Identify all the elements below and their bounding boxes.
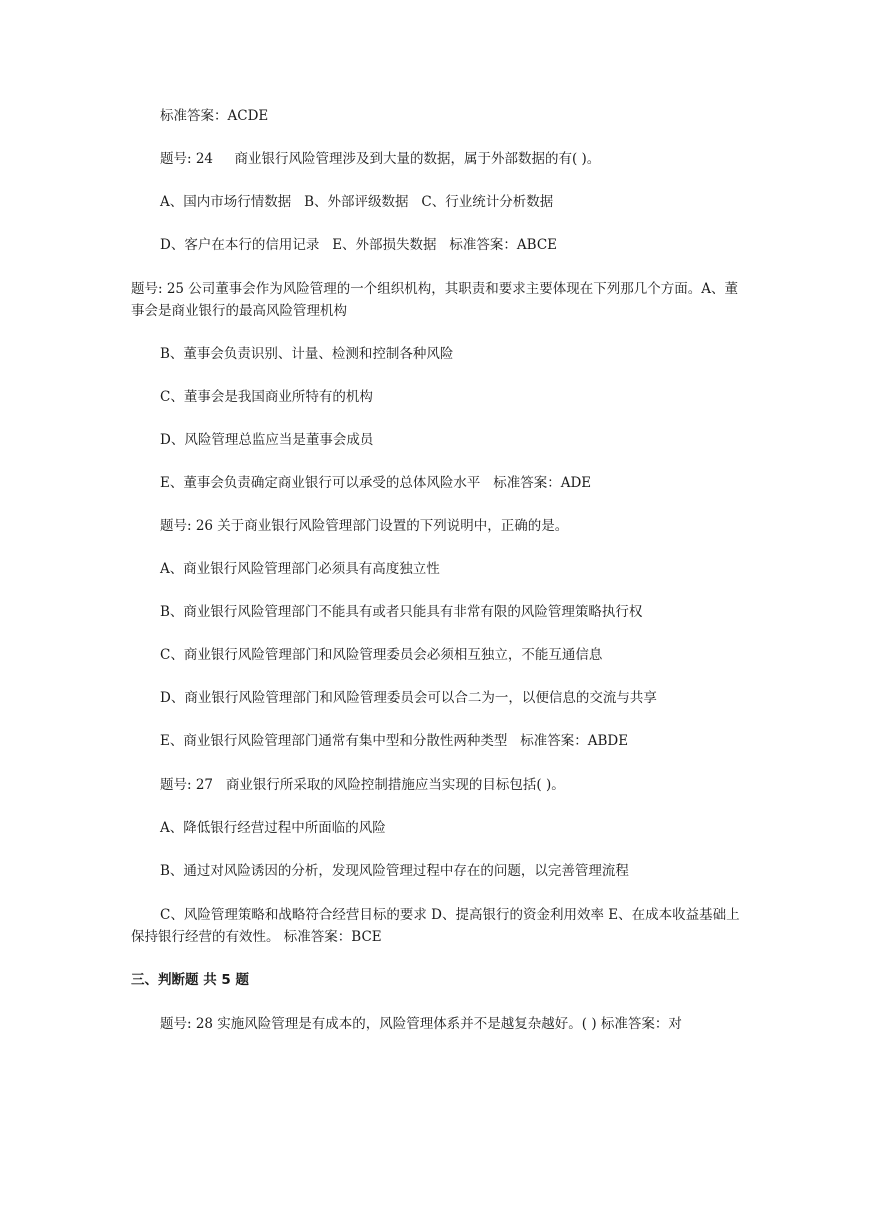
question-24: 题号: 24 商业银行风险管理涉及到大量的数据，属于外部数据的有( )。 (160, 151, 601, 167)
q27-options-cde-answer: C、风险管理策略和战略符合经营目标的要求 D、提高银行的资金利用效率 E、在成本收益基础上保持银行经营的有效性。 标准答案：BCE (131, 907, 740, 945)
q26-option-d: D、商业银行风险管理部门和风险管理委员会可以合二为一，以便信息的交流与共享 (160, 690, 657, 706)
answer-q23: 标准答案：ACDE (160, 108, 269, 124)
q27-option-b: B、通过对风险诱因的分析，发现风险管理过程中存在的问题，以完善管理流程 (160, 863, 629, 879)
q26-option-a: A、商业银行风险管理部门必须具有高度独立性 (160, 561, 440, 577)
question-28: 题号: 28 实施风险管理是有成本的，风险管理体系并不是越复杂越好。( ) 标准答案：对 (160, 1016, 682, 1032)
question-26: 题号: 26 关于商业银行风险管理部门设置的下列说明中，正确的是。 (160, 518, 569, 534)
question-27: 题号: 27 商业银行所采取的风险控制措施应当实现的目标包括( )。 (160, 777, 565, 793)
q25-option-c: C、董事会是我国商业所特有的机构 (160, 389, 373, 405)
q26-option-c: C、商业银行风险管理部门和风险管理委员会必须相互独立，不能互通信息 (160, 647, 603, 663)
q24-options-de-answer: D、客户在本行的信用记录 E、外部损失数据 标准答案：ABCE (160, 237, 558, 253)
q25-option-e-answer: E、董事会负责确定商业银行可以承受的总体风险水平 标准答案：ADE (160, 475, 592, 491)
q27-option-a: A、降低银行经营过程中所面临的风险 (160, 820, 386, 836)
q25-option-d: D、风险管理总监应当是董事会成员 (160, 432, 374, 448)
q26-option-e-answer: E、商业银行风险管理部门通常有集中型和分散性两种类型 标准答案：ABDE (160, 733, 629, 749)
question-25: 题号: 25 公司董事会作为风险管理的一个组织机构，其职责和要求主要体现在下列那几个方面。A、董事会是商业银行的最高风险管理机构 (131, 281, 739, 319)
section-heading-judgment: 三、判断题 共 5 题 (131, 972, 249, 988)
q25-option-b: B、董事会负责识别、计量、检测和控制各种风险 (160, 346, 454, 362)
q26-option-b: B、商业银行风险管理部门不能具有或者只能具有非常有限的风险管理策略执行权 (160, 604, 643, 620)
q24-options-abc: A、国内市场行情数据 B、外部评级数据 C、行业统计分析数据 (160, 194, 554, 210)
